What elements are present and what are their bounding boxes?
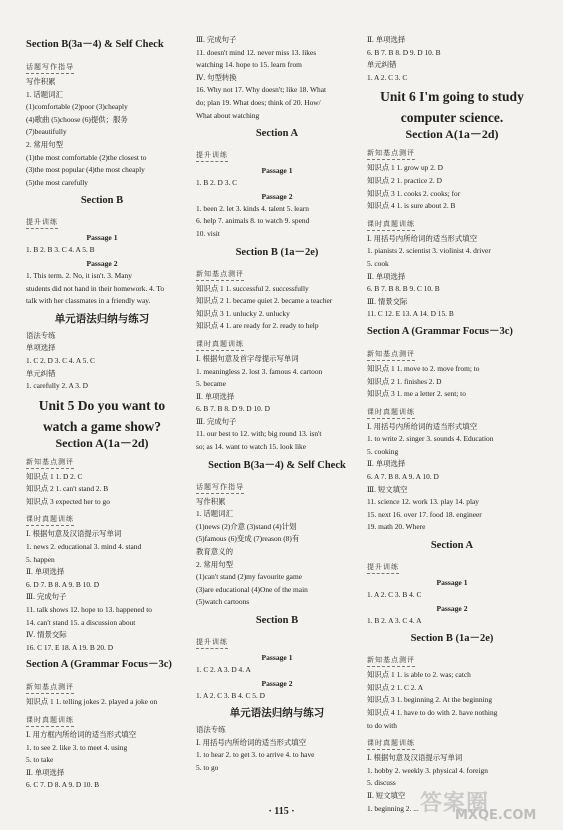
column-left: [26, 34, 178, 792]
answer-line: Ⅰ. 用方框内所给词的适当形式填空: [26, 730, 137, 739]
answer-line: 知识点 4 1. are ready for 2. ready to help: [196, 321, 319, 331]
answer-line: Ⅳ. 句型转换: [196, 72, 237, 82]
exercise-tag-row: [367, 343, 537, 363]
answer-line: (3)are educational (4)One of the main: [196, 584, 308, 594]
answer-line: 5. became: [196, 379, 226, 389]
answer-line: 知识点 1 1. grow up 2. D: [367, 163, 443, 173]
exercise-tag: 课时真题训练: [196, 338, 244, 351]
answer-line: (5)watch cartoons: [196, 597, 250, 607]
answer-line: 5. happen: [26, 554, 55, 564]
answer-line: 知识点 4 1. have to do with 2. have nothing: [367, 708, 498, 717]
answer-line: 6. C 7. D 8. A 9. D 10. B: [26, 780, 100, 790]
answer-line: (5)famous (6)变成 (7)reason (8)有: [196, 534, 300, 544]
passage-label: Passage 1: [261, 653, 293, 662]
exercise-tag-row: [367, 401, 537, 421]
answer-line: Ⅲ. 完成句子: [26, 592, 67, 602]
answer-line: Ⅱ. 单项选择: [367, 271, 406, 281]
answer-line: 11. talk shows 12. hope to 13. happened to: [26, 605, 152, 615]
exercise-tag-row: [26, 211, 178, 231]
answer-line: Ⅱ. 单项选择: [367, 459, 406, 469]
passage-label: Passage 2: [261, 678, 293, 688]
exercise-tag: 课时真题训练: [367, 737, 415, 750]
exercise-tag: 提升训练: [367, 561, 399, 574]
column-middle: [196, 34, 358, 775]
answer-line: 1. A 2. C 3. C: [367, 72, 408, 82]
answer-line: 知识点 1 1. telling jokes 2. played a joke on: [26, 697, 158, 707]
answer-line: 知识点 1 1. move to 2. move from; to: [367, 363, 480, 373]
answer-line: 1. hobby 2. weekly 3. physical 4. foreign: [367, 765, 488, 775]
answer-line: (1)can't stand (2)my favourite game: [196, 572, 302, 582]
answer-line: 1. carefully 2. A 3. D: [26, 381, 88, 391]
answer-line: 写作积累: [26, 77, 56, 86]
answer-line: do; plan 19. What does; think of 20. How/: [196, 97, 321, 107]
exercise-tag: 新知基点测评: [367, 348, 415, 361]
section-heading: Section B (1a－2e): [410, 633, 494, 645]
exercise-tag: 课时真题训练: [367, 218, 415, 231]
exercise-tag: 新知基点测评: [26, 456, 74, 469]
answer-line: 语法专练: [196, 725, 226, 735]
answer-line: 5. cook: [367, 258, 389, 268]
answer-line: (7)beautifully: [26, 127, 67, 137]
answer-line: Ⅲ. 完成句子: [196, 416, 237, 426]
unit-heading: Unit 6 I'm going to study: [380, 89, 524, 105]
section-heading: Section A: [255, 128, 299, 140]
exercise-tag: 课时真题训练: [367, 406, 415, 419]
answer-line: 6. D 7. B 8. A 9. B 10. D: [26, 579, 100, 589]
answer-line: 14. can't stand 15. a discussion about: [26, 617, 136, 627]
exercise-tag-row: [26, 709, 178, 729]
answer-line: 单元纠错: [26, 368, 56, 378]
exercise-tag: 话题写作指导: [196, 481, 244, 494]
answer-line: to do with: [367, 720, 397, 730]
answer-line: 知识点 2 1. became quiet 2. became a teacher: [196, 296, 333, 306]
answer-line: watching 14. hope to 15. learn from: [196, 60, 302, 70]
exercise-tag: 话题写作指导: [26, 61, 74, 74]
answer-line: 知识点 3 1. cooks 2. cooks; for: [367, 188, 461, 198]
answer-line: 6. B 7. B 8. D 9. D 10. D: [196, 404, 270, 414]
exercise-tag: 新知基点测评: [196, 268, 244, 281]
answer-line: 2. 常用句型: [26, 139, 63, 149]
passage-label: Passage 2: [86, 258, 118, 268]
passage-label: Passage 1: [86, 233, 118, 243]
section-heading: Section A (Grammar Focus－3c): [367, 325, 513, 337]
answer-line: 1. to hear 2. to get 3. to arrive 4. to have: [196, 750, 315, 760]
answer-line: 1. to see 2. like 3. to meet 4. using: [26, 742, 128, 752]
section-heading: 单元语法归纳与练习: [229, 708, 325, 720]
answer-line: 知识点 3 1. me a letter 2. sent; to: [367, 389, 466, 399]
answer-line: 11. science 12. work 13. play 14. play: [367, 497, 479, 507]
answer-line: 知识点 4 1. is sure about 2. B: [367, 201, 456, 211]
answer-line: 1. news 2. educational 3. mind 4. stand: [26, 542, 142, 552]
answer-line: (3)the most popular (4)the most cheaply: [26, 165, 145, 175]
answer-line: 1. meaningless 2. lost 3. famous 4. cartoon: [196, 366, 323, 376]
answer-line: 11. our best to 12. with; big round 13. isn't: [196, 429, 322, 439]
exercise-tag-row: [196, 476, 358, 496]
answer-line: talk with her classmates in a friendly way.: [26, 296, 151, 306]
answer-line: Ⅰ. 根据句意及汉语提示写单词: [26, 529, 122, 539]
exercise-tag: 新知基点测评: [367, 147, 415, 160]
answer-line: 1. been 2. let 3. kinds 4. talent 5. learn: [196, 203, 309, 213]
answer-line: 1. C 2. D 3. C 4. A 5. C: [26, 355, 95, 365]
unit-heading: Unit 5 Do you want to: [38, 397, 166, 413]
answer-line: 1. pianists 2. scientist 3. violinist 4. driver: [367, 246, 491, 256]
section-heading: Section B (1a－2e): [235, 246, 319, 258]
answer-line: Ⅰ. 用括号内所给词的适当形式填空: [367, 233, 478, 243]
exercise-tag-row: [367, 142, 537, 162]
exercise-tag-row: [367, 732, 537, 752]
answer-line: 2. 常用句型: [196, 559, 233, 569]
exercise-tag: 新知基点测评: [367, 654, 415, 667]
answer-line: 19. math 20. Where: [367, 522, 426, 532]
unit-heading: watch a game show?: [42, 418, 162, 434]
answer-line: 知识点 1 1. successful 2. successfully: [196, 283, 309, 293]
passage-label: Passage 1: [261, 166, 293, 176]
answer-line: 6. B 7. B 8. B 9. C 10. B: [367, 284, 440, 294]
answer-line: 1. B 2. B 3. C 4. A 5. B: [26, 245, 95, 255]
answer-line: Ⅰ. 根据句意及汉语提示写单词: [367, 753, 463, 763]
section-heading: Section B: [255, 615, 299, 626]
answer-line: 知识点 1 1. is able to 2. was; catch: [367, 670, 471, 680]
answer-line: 知识点 2 1. practice 2. D: [367, 175, 442, 185]
exercise-tag-row: [196, 631, 358, 651]
exercise-tag: 课时真题训练: [26, 513, 74, 526]
unit-subheading: Section A(1a－2d): [55, 435, 149, 450]
answer-line: Ⅱ. 单项选择: [26, 567, 65, 577]
answer-line: 5. discuss: [367, 778, 396, 788]
passage-label: Passage 1: [436, 578, 468, 588]
exercise-tag-row: [26, 508, 178, 528]
passage-label: Passage 2: [436, 603, 468, 613]
answer-line: 知识点 2 1. finishes 2. D: [367, 376, 442, 386]
answer-line: 写作积累: [196, 496, 226, 506]
exercise-tag-row: [367, 556, 537, 576]
unit-subheading: Section A(1a－2d): [405, 127, 499, 142]
answer-line: Ⅰ. 用括号内所给词的适当形式填空: [196, 737, 307, 747]
answer-line: 15. next 16. over 17. food 18. engineer: [367, 509, 482, 519]
answer-line: Ⅱ. 单项选择: [367, 35, 406, 44]
unit-heading: computer science.: [400, 110, 504, 126]
answer-line: 11. C 12. E 13. A 14. D 15. B: [367, 309, 454, 319]
watermark-url: MXQE.COM: [455, 808, 537, 823]
answer-line: (4)歌曲 (5)choose (6)提供；服务: [26, 114, 128, 124]
passage-label: Passage 2: [261, 191, 293, 201]
exercise-tag-row: [367, 213, 537, 233]
answer-line: What about watching: [196, 110, 260, 120]
column-right: [367, 34, 537, 815]
answer-line: 10. visit: [196, 228, 220, 238]
answer-line: 11. doesn't mind 12. never miss 13. likes: [196, 47, 317, 57]
exercise-tag-row: [196, 263, 358, 283]
answer-line: Ⅱ. 单项选择: [26, 767, 65, 777]
exercise-tag: 提升训练: [196, 149, 228, 162]
answer-line: Ⅲ. 短文填空: [367, 484, 408, 494]
answer-line: 知识点 2 1. can't stand 2. B: [26, 484, 109, 494]
answer-line: (5)the most carefully: [26, 177, 88, 187]
section-heading: Section A: [430, 540, 474, 552]
answer-line: 教育意义的: [196, 547, 233, 557]
exercise-tag: 提升训练: [26, 216, 58, 229]
exercise-tag: 提升训练: [196, 636, 228, 649]
answer-line: Ⅰ. 根据句意及首字母提示写单词: [196, 353, 299, 363]
exercise-tag-row: [26, 676, 178, 696]
section-heading: Section B: [80, 195, 124, 207]
answer-line: 6. A 7. B 8. A 9. A 10. D: [367, 472, 439, 482]
answer-line: 6. help 7. animals 8. to watch 9. spend: [196, 216, 310, 226]
answer-line: 16. C 17. E 18. A 19. B 20. D: [26, 642, 114, 652]
answer-line: Ⅱ. 单项选择: [196, 391, 235, 401]
exercise-tag-row: [367, 649, 537, 669]
answer-line: 5. to go: [196, 762, 219, 772]
answer-line: Ⅲ. 情景交际: [367, 296, 408, 306]
section-heading: Section B(3a－4) & Self Check: [208, 459, 346, 471]
answer-line: 1. B 2. D 3. C: [196, 178, 238, 188]
answer-line: 1. A 2. C 3. B 4. C 5. D: [196, 690, 265, 700]
answer-line: 单项选择: [26, 343, 56, 353]
answer-line: 1. to write 2. singer 3. sounds 4. Education: [367, 434, 494, 444]
answer-line: 单元纠错: [367, 60, 397, 70]
answer-line: 16. Why not 17. Why doesn't; like 18. What: [196, 85, 327, 95]
answer-line: 知识点 3 1. beginning 2. At the beginning: [367, 695, 493, 705]
watermark-logo: 答案圈: [420, 791, 490, 816]
answer-line: (1)comfortable (2)poor (3)cheaply: [26, 102, 128, 112]
page-number: · 115 ·: [268, 806, 295, 817]
exercise-tag: 新知基点测评: [26, 681, 74, 694]
answer-line: 5. cooking: [367, 446, 399, 456]
section-heading: 单元语法归纳与练习: [54, 313, 150, 325]
answer-line: 知识点 3 1. unlucky 2. unlucky: [196, 308, 290, 318]
answer-line: 6. B 7. B 8. D 9. D 10. B: [367, 47, 441, 57]
answer-line: (1)news (2)介意 (3)stand (4)计划: [196, 521, 297, 531]
answer-line: (1)the most comfortable (2)the closest to: [26, 152, 147, 162]
answer-line: 语法专练: [26, 330, 56, 340]
answer-line: 1. This term. 2. No, it isn't. 3. Many: [26, 270, 132, 280]
answer-line: 5. to take: [26, 755, 54, 765]
answer-line: 1. A 2. C 3. B 4. C: [367, 590, 422, 600]
answer-line: 知识点 2 1. C 2. A: [367, 682, 424, 692]
exercise-tag: 课时真题训练: [26, 714, 74, 727]
answer-line: Ⅱ. 短文填空: [367, 790, 406, 800]
section-heading: Section B(3a－4) & Self Check: [26, 39, 164, 50]
answer-line: 1. 话题词汇: [196, 509, 233, 519]
answer-line: 1. B 2. A 3. C 4. A: [367, 615, 422, 625]
exercise-tag-row: [26, 56, 178, 76]
answer-line: students did not hand in their homework. 4. To: [26, 283, 165, 293]
answer-line: Ⅰ. 用括号内所给词的适当形式填空: [367, 421, 478, 431]
exercise-tag-row: [196, 333, 358, 353]
answer-line: 1. 话题词汇: [26, 89, 63, 99]
answer-line: so; as 14. want to watch 15. look like: [196, 442, 307, 452]
answer-line: 知识点 1 1. D 2. C: [26, 471, 83, 481]
answer-line: Ⅲ. 完成句子: [196, 35, 237, 44]
exercise-tag-row: [196, 144, 358, 164]
answer-line: 1. C 2. A 3. D 4. A: [196, 665, 251, 674]
exercise-tag-row: [26, 451, 178, 471]
section-heading: Section A (Grammar Focus－3c): [26, 659, 172, 671]
answer-line: Ⅳ. 情景交际: [26, 630, 67, 640]
answer-line: 知识点 3 expected her to go: [26, 496, 110, 506]
answer-line: 1. beginning 2. ...: [367, 803, 419, 813]
